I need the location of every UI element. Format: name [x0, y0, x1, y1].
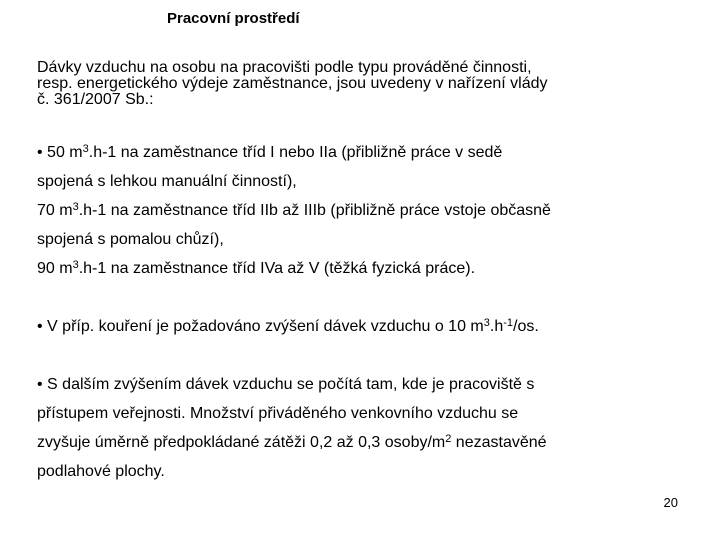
intro-line: č. 361/2007 Sb.:	[37, 91, 154, 108]
superscript: -1	[503, 317, 513, 329]
bullet-public-access	[37, 370, 697, 486]
bullet-line	[37, 196, 697, 225]
text-run: /os.	[513, 318, 539, 335]
superscript: 3	[72, 201, 79, 213]
text-run: nezastavěné	[451, 434, 547, 451]
text-run: 90 m	[37, 260, 73, 277]
bullet-line	[37, 312, 697, 341]
superscript: 3	[483, 317, 490, 329]
intro-line: resp. energetického výdeje zaměstnance, jsou uvedeny v nařízení vlády	[37, 75, 548, 92]
text-run: • 50 m	[37, 144, 83, 161]
superscript: 3	[82, 143, 89, 155]
intro-paragraph	[37, 60, 697, 108]
bullet-line: spojená s lehkou manuální činností),	[37, 173, 297, 190]
text-run: • V příp. kouření je požadováno zvýšení dávek vzduchu o 10 m	[37, 318, 484, 335]
bullet-line: přístupem veřejnosti. Množství přiváděného venkovního vzduchu se	[37, 405, 519, 422]
page-number: 20	[663, 495, 678, 510]
bullet-line	[37, 428, 697, 457]
bullet-line	[37, 138, 697, 167]
text-run: 70 m	[37, 202, 73, 219]
bullet-line: podlahové plochy.	[37, 463, 165, 480]
intro-line: Dávky vzduchu na osobu na pracovišti podle typu prováděné činnosti,	[37, 59, 532, 76]
superscript: 2	[445, 433, 452, 445]
text-run: .h	[489, 318, 504, 335]
bullet-line	[37, 254, 697, 283]
bullet-line: spojená s pomalou chůzí),	[37, 231, 224, 248]
text-run: .h-1 na zaměstnance tříd IVa až V (těžká fyzická práce).	[78, 260, 476, 277]
text-run: .h-1 na zaměstnance tříd IIb až IIIb (přibližně práce vstoje občasně	[78, 202, 551, 219]
bullet-line: • S dalším zvýšením dávek vzduchu se počítá tam, kde je pracoviště s	[37, 376, 535, 393]
page-title: Pracovní prostředí	[167, 10, 300, 27]
bullet-air-doses	[37, 138, 697, 283]
bullet-smoking	[37, 312, 697, 341]
text-run: .h-1 na zaměstnance tříd I nebo IIa (přibližně práce v sedě	[88, 144, 503, 161]
text-run: zvyšuje úměrně předpokládané zátěži 0,2 až 0,3 osoby/m	[37, 434, 446, 451]
superscript: 3	[72, 259, 79, 271]
